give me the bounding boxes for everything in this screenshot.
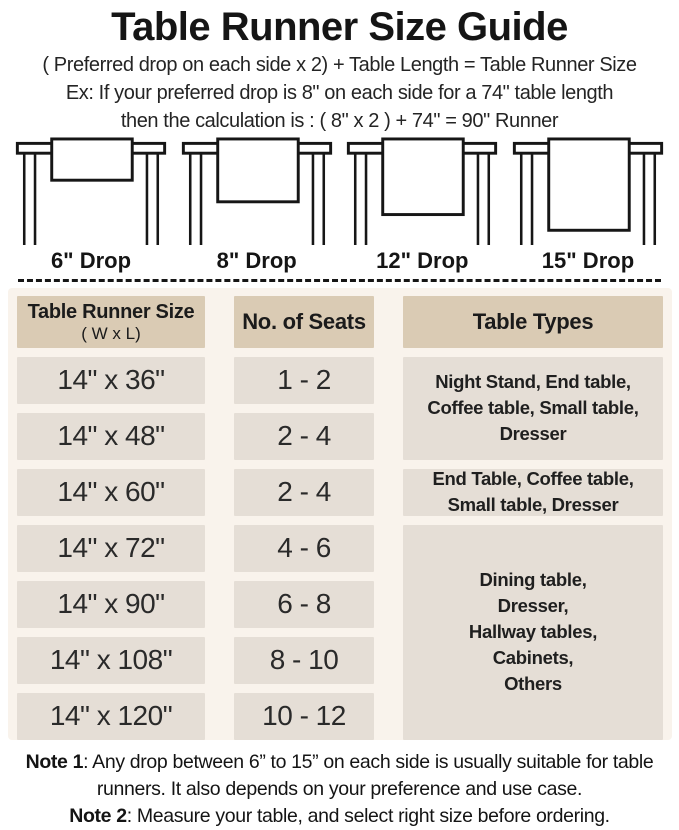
drop-label: 6" Drop [50, 248, 132, 273]
table-illustration-12in [343, 137, 501, 245]
column-header-seats: No. of Seats [234, 296, 374, 348]
table-illustration-8in [178, 137, 336, 245]
example-line-1: Ex: If your preferred drop is 8" on each side for a 74" table length [65, 82, 614, 104]
note-2-label: Note 2 [69, 805, 127, 827]
size-cell: 14" x 108" [17, 637, 205, 685]
seats-cell: 6 - 8 [234, 581, 374, 629]
drop-label: 8" Drop [216, 248, 297, 273]
seats-cell: 2 - 4 [234, 413, 374, 461]
column-header-size-title: Table Runner Size [27, 300, 195, 323]
drop-figure-8in [178, 137, 336, 273]
size-cell: 14" x 90" [17, 581, 205, 629]
seats-cell: 4 - 6 [234, 525, 374, 573]
formula-line: ( Preferred drop on each side x 2) + Table Length = Table Runner Size [42, 54, 637, 76]
note-1-label: Note 1 [25, 751, 84, 773]
drop-label: 12" Drop [376, 248, 469, 273]
note-1-text: : Any drop between 6” to 15” on each side is usually suitable for table runners. It also depends on your preference and use case. [83, 751, 654, 800]
column-header-size-subtitle: ( W x L) [81, 323, 141, 343]
column-header-size [17, 296, 205, 348]
runner [217, 139, 298, 202]
size-cell: 14" x 48" [17, 413, 205, 461]
note-2 [69, 805, 610, 827]
page-title: Table Runner Size Guide [111, 5, 568, 49]
example-line-2: then the calculation is : ( 8" x 2 ) + 74" = 90" Runner [120, 110, 559, 132]
size-chart-grid [17, 296, 663, 740]
seats-cell: 2 - 4 [234, 469, 374, 517]
runner [549, 139, 630, 230]
size-cell: 14" x 60" [17, 469, 205, 517]
seats-cell: 10 - 12 [234, 693, 374, 741]
size-chart-section [8, 288, 672, 740]
size-cell: 14" x 72" [17, 525, 205, 573]
size-cell: 14" x 36" [17, 357, 205, 405]
seats-cell: 8 - 10 [234, 637, 374, 685]
table-types-group-large: Dining table, Dresser, Hallway tables, Cabinets, Others [403, 525, 663, 741]
note-2-text: : Measure your table, and select right size before ordering. [126, 805, 610, 827]
table-illustration-15in [509, 137, 667, 245]
runner [52, 139, 133, 180]
drop-illustrations-row [0, 135, 679, 273]
dashed-divider [18, 279, 661, 282]
column-header-types: Table Types [403, 296, 663, 348]
table-types-group-small: Night Stand, End table, Coffee table, Small table, Dresser [403, 357, 663, 461]
note-1 [26, 751, 654, 800]
runner [383, 139, 464, 215]
drop-label: 15" Drop [541, 248, 635, 273]
drop-figure-12in [343, 137, 501, 273]
table-illustration-6in [12, 137, 170, 245]
drop-figure-15in [509, 137, 667, 273]
notes-section [6, 749, 674, 830]
seats-cell: 1 - 2 [234, 357, 374, 405]
drop-figure-6in [12, 137, 170, 273]
size-cell: 14" x 120" [17, 693, 205, 741]
table-types-group-medium: End Table, Coffee table, Small table, Dresser [403, 469, 663, 517]
